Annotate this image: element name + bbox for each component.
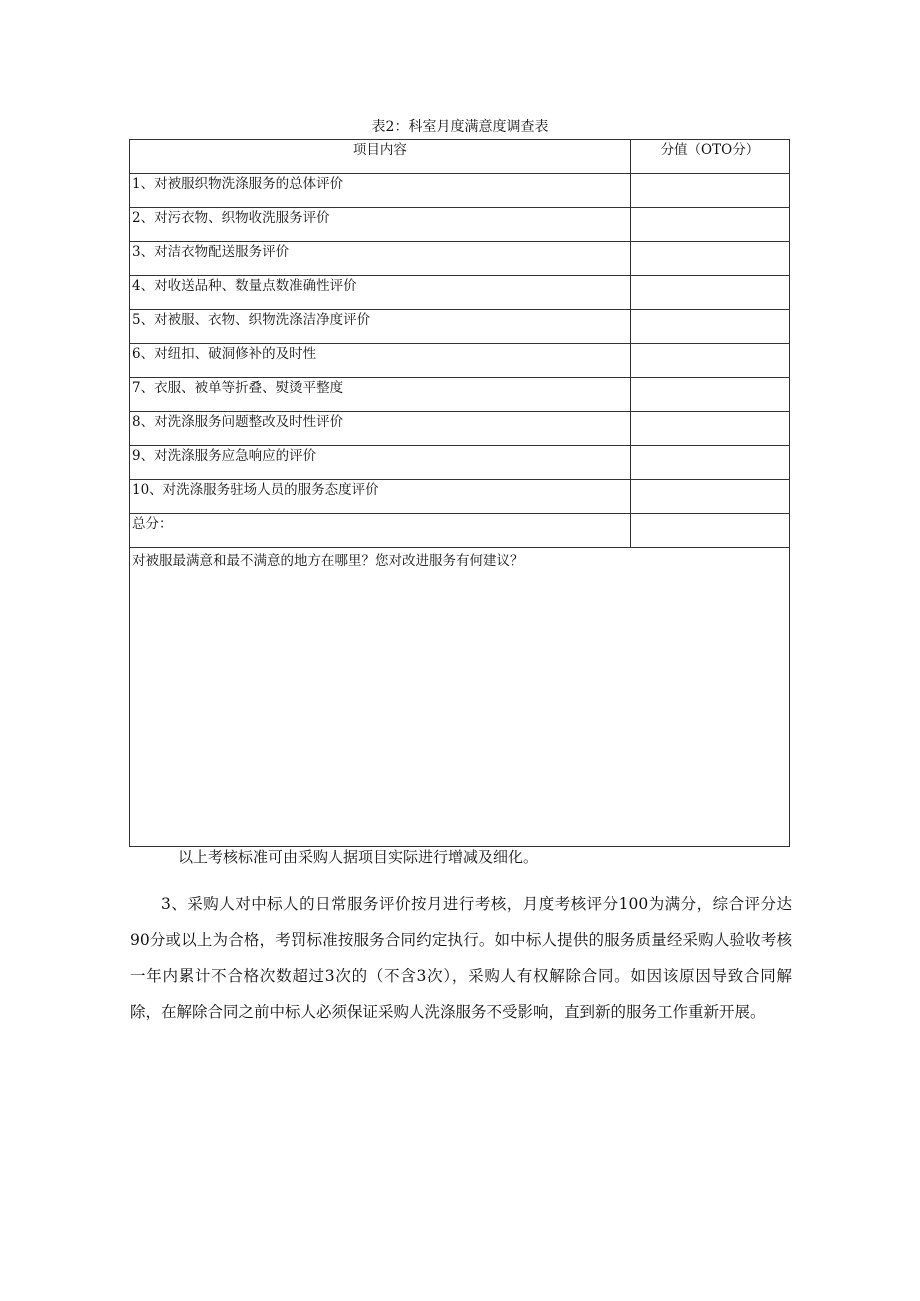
note-text: 以上考核标准可由采购人据项目实际进行增减及细化。 [178, 848, 539, 866]
row-score-cell[interactable] [630, 276, 789, 310]
table-row [130, 310, 790, 344]
header-score: 分值（OTO分） [630, 140, 789, 174]
table-row [130, 174, 790, 208]
header-item-content: 项目内容 [130, 140, 631, 174]
row-score-cell[interactable] [630, 412, 789, 446]
row-score-cell[interactable] [630, 208, 789, 242]
row-item: 8、对洗涤服务问题整改及时性评价 [130, 412, 631, 446]
comment-prompt: 对被服最满意和最不满意的地方在哪里？您对改进服务有何建议？ [132, 553, 524, 569]
table-row [130, 378, 790, 412]
total-score-cell[interactable] [630, 514, 789, 548]
table-row [130, 242, 790, 276]
row-score-cell[interactable] [630, 344, 789, 378]
row-item: 1、对被服织物洗涤服务的总体评价 [130, 174, 631, 208]
row-score-cell[interactable] [630, 446, 789, 480]
row-item: 4、对收送品种、数量点数准确性评价 [130, 276, 631, 310]
row-item: 5、对被服、衣物、织物洗涤洁净度评价 [130, 310, 631, 344]
row-item: 3、对洁衣物配送服务评价 [130, 242, 631, 276]
satisfaction-survey-table [129, 139, 790, 847]
row-item: 7、衣服、被单等折叠、熨烫平整度 [130, 378, 631, 412]
total-row [130, 514, 790, 548]
row-score-cell[interactable] [630, 310, 789, 344]
comment-row [130, 548, 790, 847]
assessment-paragraph: 3、采购人对中标人的日常服务评价按月进行考核，月度考核评分100为满分，综合评分达90分或以上为合格，考罚标准按服务合同约定执行。如中标人提供的服务质量经采购人验收考核一年内累计不合格次数超过3次的（不含3次），采购人有权解除合同。如因该原因导致合同解除，在解除合同之前中标人必须保证采购人洗涤服务不受影响，直到新的服务工作重新开展。 [130, 895, 792, 1021]
table-row [130, 480, 790, 514]
table-row [130, 208, 790, 242]
table-header-row [130, 140, 790, 174]
row-score-cell[interactable] [630, 242, 789, 276]
row-item: 9、对洗涤服务应急响应的评价 [130, 446, 631, 480]
row-item: 2、对污衣物、织物收洗服务评价 [130, 208, 631, 242]
row-score-cell[interactable] [630, 378, 789, 412]
table-row [130, 344, 790, 378]
row-score-cell[interactable] [630, 480, 789, 514]
row-score-cell[interactable] [630, 174, 789, 208]
comment-cell[interactable] [130, 548, 790, 847]
table-row [130, 412, 790, 446]
total-label: 总分： [130, 514, 631, 548]
table-row [130, 276, 790, 310]
row-item: 6、对纽扣、破洞修补的及时性 [130, 344, 631, 378]
table-row [130, 446, 790, 480]
row-item: 10、对洗涤服务驻场人员的服务态度评价 [130, 480, 631, 514]
table-caption: 表2：科室月度满意度调查表 [371, 119, 549, 135]
